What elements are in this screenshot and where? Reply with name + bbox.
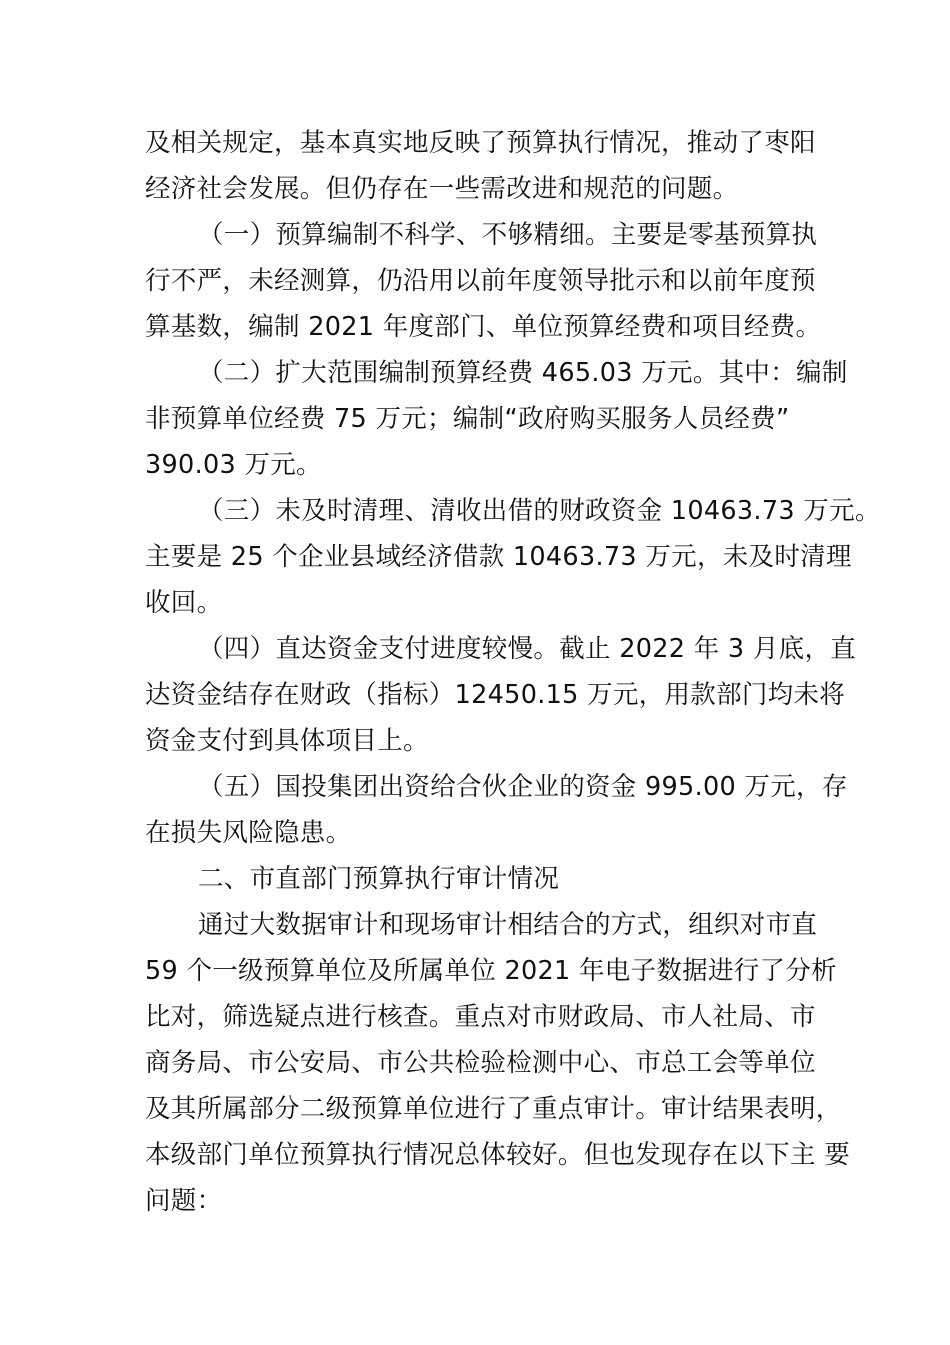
text-line: 行不严，未经测算，仍沿用以前年度领导批示和以前年度预 [145,266,816,296]
paragraph-heading-4: （四）直达资金支付进度较慢。截止 2022 年 3 月底，直 [198,634,857,664]
text-line: 通过大数据审计和现场审计相结合的方式，组织对市直 [198,910,818,940]
text-line: 经济社会发展。但仍存在一些需改进和规范的问题。 [145,174,739,204]
section-heading: 二、市直部门预算执行审计情况 [198,864,560,894]
text-line: 比对，筛选疑点进行核查。重点对市财政局、市人社局、市 [145,1002,816,1032]
text-line: 在损失风险隐患。 [145,818,352,848]
text-line: 收回。 [145,588,223,618]
text-line: 问题： [145,1186,223,1216]
text-line: 及相关规定，基本真实地反映了预算执行情况，推动了枣阳 [145,128,816,158]
text-line: 非预算单位经费 75 万元；编制“政府购买服务人员经费” [145,404,790,434]
text-line: 资金支付到具体项目上。 [145,726,429,756]
text-line: 算基数，编制 2021 年度部门、单位预算经费和项目经费。 [145,312,822,342]
paragraph-heading-1: （一）预算编制不科学、不够精细。主要是零基预算执 [198,220,818,250]
paragraph-heading-2: （二）扩大范围编制预算经费 465.03 万元。其中：编制 [198,358,848,388]
paragraph-heading-5: （五）国投集团出资给合伙企业的资金 995.00 万元，存 [198,772,848,802]
text-line: 59 个一级预算单位及所属单位 2021 年电子数据进行了分析 [145,956,837,986]
text-line: 商务局、市公安局、市公共检验检测中心、市总工会等单位 [145,1048,816,1078]
text-line: 达资金结存在财政（指标）12450.15 万元，用款部门均未将 [145,680,846,710]
text-line: 主要是 25 个企业县域经济借款 10463.73 万元，未及时清理 [145,542,852,572]
paragraph-heading-3: （三）未及时清理、清收出借的财政资金 10463.73 万元。 [198,496,881,526]
text-line: 及其所属部分二级预算单位进行了重点审计。审计结果表明， [145,1094,842,1124]
text-line: 本级部门单位预算执行情况总体较好。但也发现存在以下主 要 [145,1140,851,1170]
text-line: 390.03 万元。 [145,450,322,480]
